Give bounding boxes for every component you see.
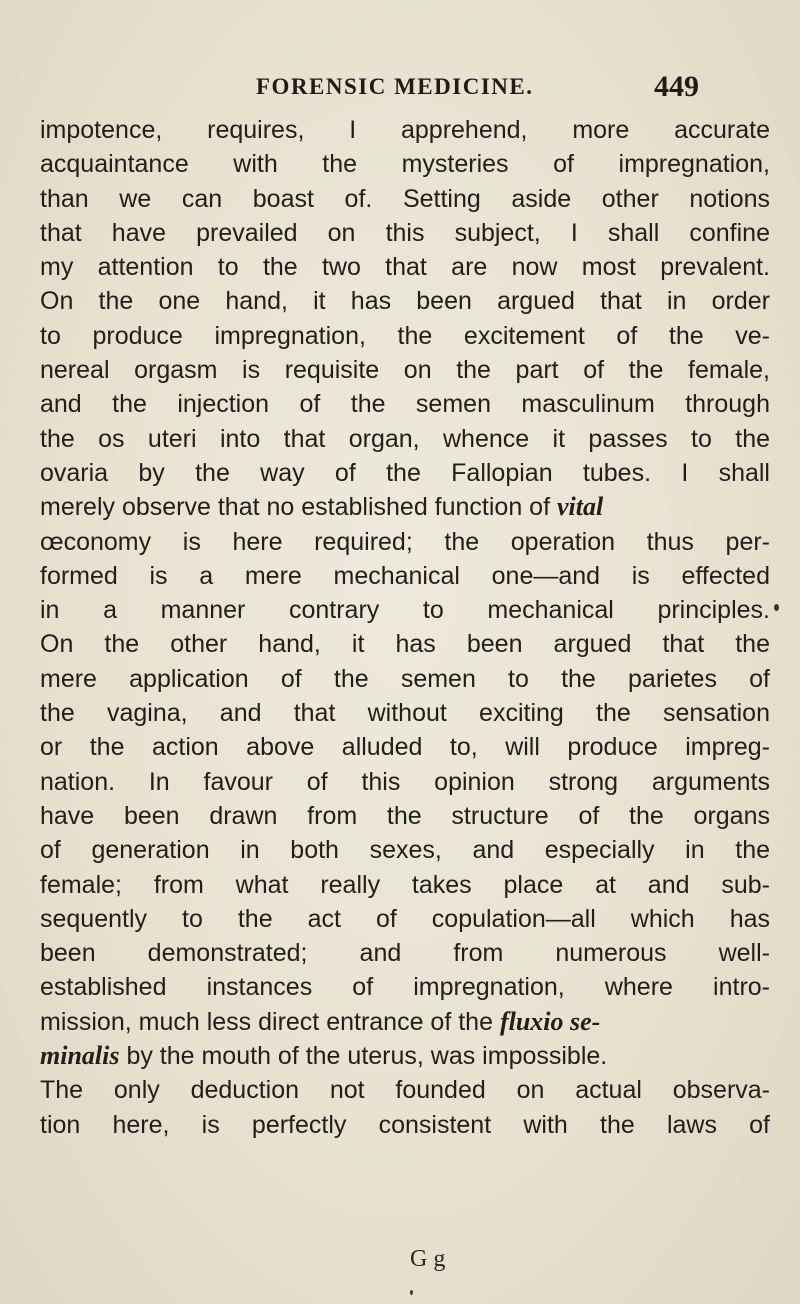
text-line: female; from what really takes place at and sub-: [40, 870, 770, 899]
italic-fluxio: fluxio se-: [499, 1006, 601, 1036]
text-line: have been drawn from the structure of the organs: [40, 801, 770, 830]
text-line: formed is a mere mechanical one—and is effected: [40, 561, 770, 590]
text-line: [40, 1005, 770, 1039]
text-line: the vagina, and that without exciting the sensation: [40, 699, 770, 728]
text-line: established instances of impregnation, where intro-: [40, 973, 770, 1002]
text-line: to produce impregnation, the excitement of the ve-: [40, 321, 770, 350]
text-line-main: by the mouth of the uterus, was impossible.: [126, 1042, 608, 1071]
italic-vital: vital: [556, 492, 604, 522]
text-line: sequently to the act of copulation—all which has: [40, 904, 770, 933]
text-line: and the injection of the semen masculinum through: [40, 390, 770, 419]
page-number: 449: [654, 70, 699, 103]
text-line: The only deduction not founded on actual observa-: [40, 1076, 770, 1105]
text-line: ovaria by the way of the Fallopian tubes. I shall: [40, 458, 770, 487]
text-line-main: mission, much less direct entrance of the: [40, 1007, 493, 1036]
text-line: been demonstrated; and from numerous well-: [40, 939, 770, 968]
text-line: my attention to the two that are now most prevalent.: [40, 253, 770, 282]
text-line: than we can boast of. Setting aside other notions: [40, 184, 770, 213]
running-head: FORENSIC MEDICINE.: [256, 74, 534, 99]
body-text: [40, 113, 770, 1142]
text-line-main: merely observe that no established function of: [40, 493, 551, 522]
text-line: [40, 1039, 770, 1073]
page-header: [0, 70, 800, 114]
italic-minalis: minalis: [40, 1041, 120, 1071]
text-line: [40, 490, 770, 524]
ink-speck: [774, 604, 779, 611]
text-line: that have prevailed on this subject, I shall confine: [40, 218, 770, 247]
text-line: œconomy is here required; the operation thus per-: [40, 527, 770, 556]
text-line: acquaintance with the mysteries of impregnation,: [40, 150, 770, 179]
text-line: tion here, is perfectly consistent with the laws of: [40, 1110, 770, 1139]
text-line: in a manner contrary to mechanical principles.: [40, 596, 770, 625]
text-line: nereal orgasm is requisite on the part of the female,: [40, 356, 770, 385]
signature-mark: G g: [410, 1246, 446, 1272]
text-line: On the other hand, it has been argued that the: [40, 630, 770, 659]
text-line: On the one hand, it has been argued that in order: [40, 287, 770, 316]
text-line: mere application of the semen to the parietes of: [40, 664, 770, 693]
text-line: impotence, requires, I apprehend, more accurate: [40, 116, 770, 144]
text-line: of generation in both sexes, and especially in the: [40, 836, 770, 865]
ink-speck: [410, 1290, 413, 1295]
text-line: the os uteri into that organ, whence it passes to the: [40, 424, 770, 453]
text-line: or the action above alluded to, will produce impreg-: [40, 733, 770, 762]
text-line: nation. In favour of this opinion strong arguments: [40, 767, 770, 796]
